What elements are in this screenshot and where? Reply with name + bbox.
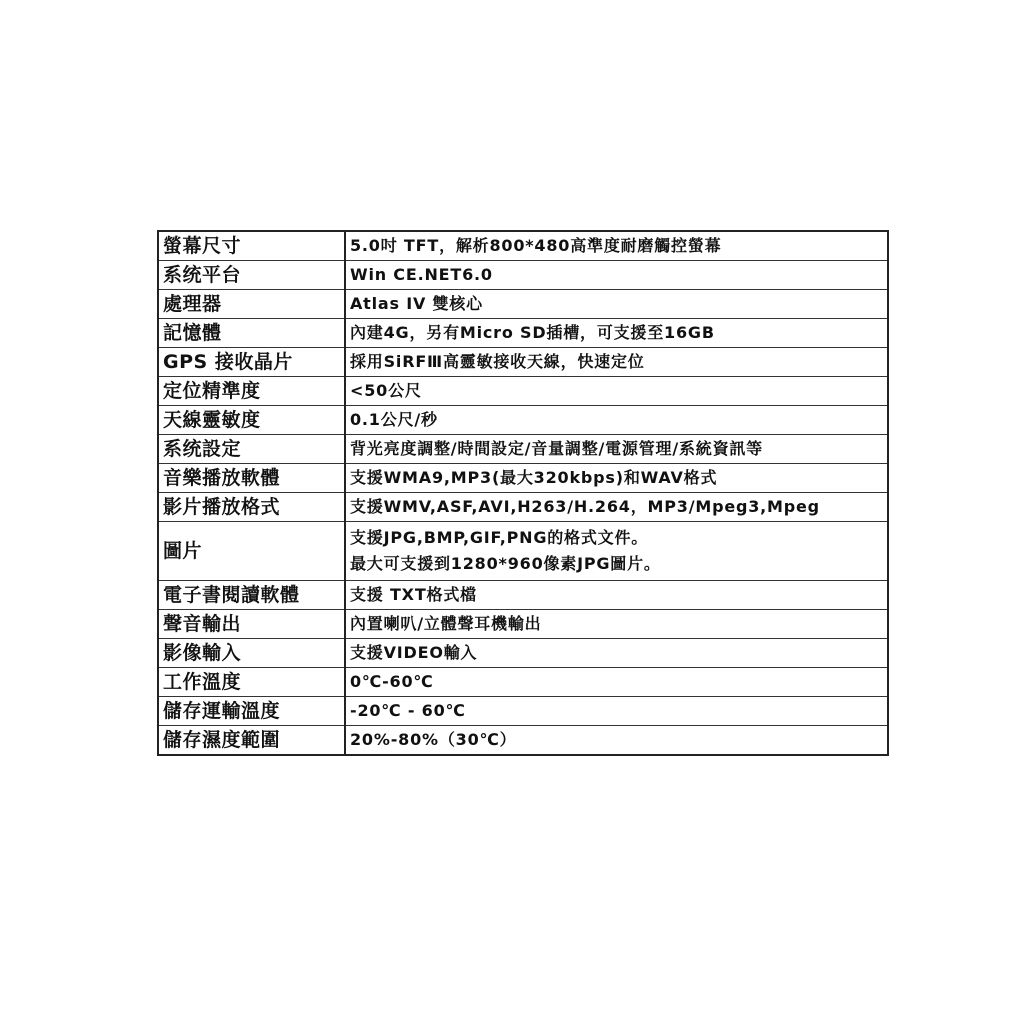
spec-label: 螢幕尺寸 (158, 231, 345, 261)
spec-label: 天線靈敏度 (158, 406, 345, 435)
spec-value: Atlas IV 雙核心 (345, 290, 888, 319)
spec-label: 聲音輸出 (158, 610, 345, 639)
table-row (158, 493, 888, 522)
table-row (158, 464, 888, 493)
spec-value: Win CE.NET6.0 (345, 261, 888, 290)
table-row (158, 668, 888, 697)
table-row (158, 610, 888, 639)
spec-value-line: 最大可支援到1280*960像素JPG圖片。 (350, 554, 661, 573)
spec-label: 系统設定 (158, 435, 345, 464)
spec-value: 5.0吋 TFT，解析800*480高準度耐磨觸控螢幕 (345, 231, 888, 261)
spec-value: 支援 TXT格式檔 (345, 581, 888, 610)
spec-label: 圖片 (158, 522, 345, 581)
table-row (158, 522, 888, 581)
spec-label: GPS 接收晶片 (158, 348, 345, 377)
spec-label: 工作溫度 (158, 668, 345, 697)
table-row (158, 697, 888, 726)
spec-label: 電子書閱讀軟體 (158, 581, 345, 610)
spec-label: 影像輸入 (158, 639, 345, 668)
table-row (158, 435, 888, 464)
table-row (158, 290, 888, 319)
table-row (158, 231, 888, 261)
table-row (158, 726, 888, 756)
table-row (158, 406, 888, 435)
spec-table (157, 230, 889, 756)
spec-value: 支援WMV,ASF,AVI,H263/H.264，MP3/Mpeg3,Mpeg (345, 493, 888, 522)
table-row (158, 261, 888, 290)
spec-label: 影片播放格式 (158, 493, 345, 522)
spec-value (345, 522, 888, 581)
spec-value: 支援WMA9,MP3(最大320kbps)和WAV格式 (345, 464, 888, 493)
spec-value: 內建4G，另有Micro SD插槽，可支援至16GB (345, 319, 888, 348)
spec-value: 0.1公尺/秒 (345, 406, 888, 435)
spec-value: 支援VIDEO輸入 (345, 639, 888, 668)
spec-label: 記憶體 (158, 319, 345, 348)
spec-label: 音樂播放軟體 (158, 464, 345, 493)
spec-label: 儲存運輸溫度 (158, 697, 345, 726)
spec-value: 20%-80%（30℃） (345, 726, 888, 756)
table-row (158, 581, 888, 610)
spec-label: 定位精準度 (158, 377, 345, 406)
table-row (158, 639, 888, 668)
spec-value: 背光亮度調整/時間設定/音量調整/電源管理/系統資訊等 (345, 435, 888, 464)
spec-label: 儲存濕度範圍 (158, 726, 345, 756)
spec-value: <50公尺 (345, 377, 888, 406)
spec-value-line: 支援JPG,BMP,GIF,PNG的格式文件。 (350, 528, 649, 547)
table-row (158, 319, 888, 348)
spec-value: 0℃-60℃ (345, 668, 888, 697)
spec-label: 系统平台 (158, 261, 345, 290)
table-row (158, 377, 888, 406)
spec-label: 處理器 (158, 290, 345, 319)
spec-value: -20℃ - 60℃ (345, 697, 888, 726)
spec-value: 內置喇叭/立體聲耳機輸出 (345, 610, 888, 639)
table-row (158, 348, 888, 377)
spec-value: 採用SiRFⅢ高靈敏接收天線，快速定位 (345, 348, 888, 377)
